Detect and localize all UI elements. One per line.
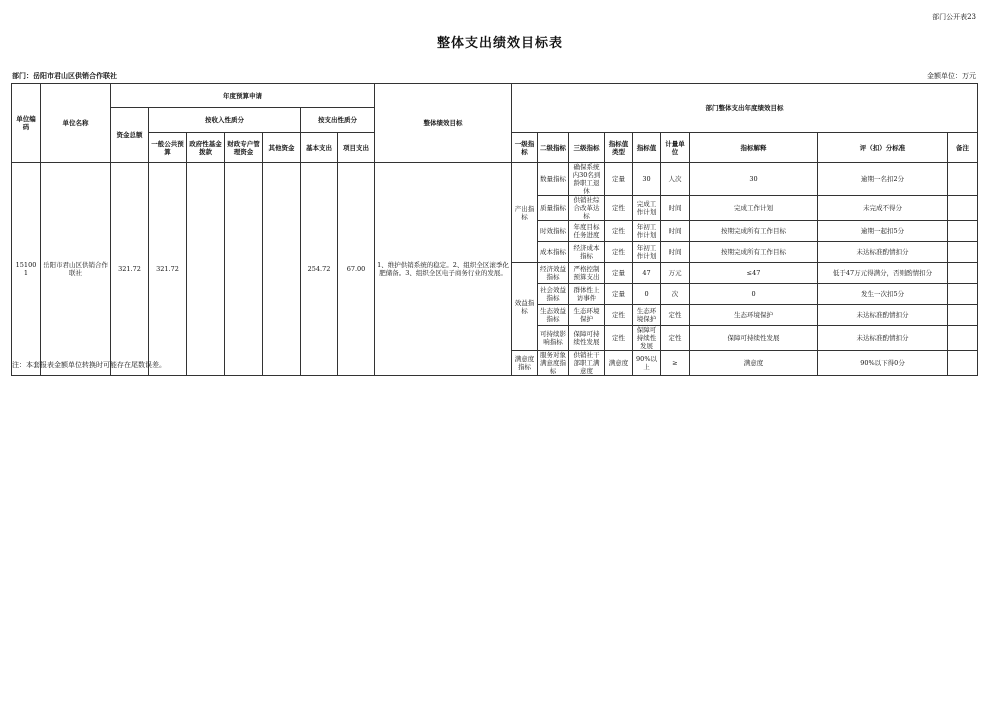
scoring-standard: 未完成不得分	[818, 196, 948, 221]
remark	[948, 326, 978, 351]
remark	[948, 305, 978, 326]
measure-unit: 定性	[661, 305, 690, 326]
level2-indicator: 可持续影响指标	[538, 326, 569, 351]
header-basic-exp: 基本支出	[301, 133, 338, 163]
remark	[948, 284, 978, 305]
indicator-value: 年初工作计划	[633, 221, 661, 242]
level3-indicator: 群体性上访事件	[569, 284, 605, 305]
measure-unit: 定性	[661, 326, 690, 351]
indicator-explanation: 满意度	[690, 351, 818, 376]
basic-exp-amount: 254.72	[301, 163, 338, 376]
header-fiscal-special: 财政专户管理资金	[225, 133, 263, 163]
fiscal-special-amount	[225, 163, 263, 376]
header-level2: 二级指标	[538, 133, 569, 163]
indicator-explanation: 按期完成所有工作目标	[690, 221, 818, 242]
header-total: 资金总额	[111, 108, 149, 163]
scoring-standard: 未达标准酌情扣分	[818, 242, 948, 263]
level3-indicator: 经济成本指标	[569, 242, 605, 263]
indicator-value: 保障可持续性发展	[633, 326, 661, 351]
header-budget-request: 年度预算申请	[111, 84, 375, 108]
remark	[948, 263, 978, 284]
level2-indicator: 时效指标	[538, 221, 569, 242]
header-standard: 评（扣）分标准	[818, 133, 948, 163]
level1-indicator: 效益指标	[512, 263, 538, 351]
indicator-explanation: 生态环境保护	[690, 305, 818, 326]
header-level1: 一级指标	[512, 133, 538, 163]
scoring-standard: 未达标准酌情扣分	[818, 305, 948, 326]
indicator-value: 0	[633, 284, 661, 305]
header-level3: 三级指标	[569, 133, 605, 163]
header-value-type: 指标值类型	[605, 133, 633, 163]
header-unit-name: 单位名称	[41, 84, 111, 163]
value-type: 满意度	[605, 351, 633, 376]
measure-unit: 万元	[661, 263, 690, 284]
measure-unit: 人次	[661, 163, 690, 196]
measure-unit: 时间	[661, 242, 690, 263]
unit-name: 岳阳市君山区供销合作联社	[41, 163, 111, 376]
value-type: 定量	[605, 163, 633, 196]
scoring-standard: 发生一次扣5分	[818, 284, 948, 305]
performance-goal-table	[11, 83, 978, 376]
header-gov-fund: 政府性基金拨款	[187, 133, 225, 163]
indicator-explanation: 30	[690, 163, 818, 196]
value-type: 定性	[605, 242, 633, 263]
level3-indicator: 供销社综合改革达标	[569, 196, 605, 221]
level3-indicator: 保障可持续性发展	[569, 326, 605, 351]
remark	[948, 163, 978, 196]
remark	[948, 242, 978, 263]
indicator-value: 47	[633, 263, 661, 284]
indicator-explanation: 完成工作计划	[690, 196, 818, 221]
indicator-explanation: 按期完成所有工作目标	[690, 242, 818, 263]
value-type: 定性	[605, 221, 633, 242]
level2-indicator: 经济效益指标	[538, 263, 569, 284]
level3-indicator: 年度目标任务进度	[569, 221, 605, 242]
indicator-value: 90%以上	[633, 351, 661, 376]
header-general-budget: 一般公共预算	[149, 133, 187, 163]
amount-unit-label: 金额单位：万元	[927, 72, 976, 80]
level2-indicator: 数量指标	[538, 163, 569, 196]
header-project-exp: 项目支出	[338, 133, 375, 163]
page-title: 整体支出绩效目标表	[436, 36, 563, 51]
level2-indicator: 社会效益指标	[538, 284, 569, 305]
indicator-value: 生态环境保护	[633, 305, 661, 326]
scoring-standard: 90%以下得0分	[818, 351, 948, 376]
measure-unit: 次	[661, 284, 690, 305]
form-number: 部门公开表23	[932, 13, 976, 21]
header-other-funds: 其他资金	[263, 133, 301, 163]
scoring-standard: 低于47万元得满分，否则酌情扣分	[818, 263, 948, 284]
indicator-explanation: 0	[690, 284, 818, 305]
level3-indicator: 供销社干部职工满意度	[569, 351, 605, 376]
scoring-standard: 未达标准酌情扣分	[818, 326, 948, 351]
indicator-explanation: 保障可持续性发展	[690, 326, 818, 351]
unit-code: 151001	[12, 163, 41, 376]
level2-indicator: 生态效益指标	[538, 305, 569, 326]
header-unit-code: 单位编码	[12, 84, 41, 163]
indicator-value: 年初工作计划	[633, 242, 661, 263]
header-by-expense: 按支出性质分	[301, 108, 375, 133]
value-type: 定量	[605, 284, 633, 305]
level2-indicator: 质量指标	[538, 196, 569, 221]
scoring-standard: 逾期一名扣2分	[818, 163, 948, 196]
level3-indicator: 严格控制预算支出	[569, 263, 605, 284]
level2-indicator: 服务对象满意度指标	[538, 351, 569, 376]
measure-unit: 时间	[661, 221, 690, 242]
header-measure-unit: 计量单位	[661, 133, 690, 163]
measure-unit: 时间	[661, 196, 690, 221]
total-amount: 321.72	[111, 163, 149, 376]
indicator-value: 30	[633, 163, 661, 196]
header-remarks: 备注	[948, 133, 978, 163]
header-overall-goal: 整体绩效目标	[375, 84, 512, 163]
level2-indicator: 成本指标	[538, 242, 569, 263]
measure-unit: ≥	[661, 351, 690, 376]
value-type: 定性	[605, 196, 633, 221]
remark	[948, 351, 978, 376]
level1-indicator: 满意度指标	[512, 351, 538, 376]
value-type: 定性	[605, 326, 633, 351]
gov-fund-amount	[187, 163, 225, 376]
other-funds-amount	[263, 163, 301, 376]
overall-goal-text: 1、维护供销系统的稳定。2、组织全区滚季化肥储备。3、组织全区电子商务行业的发展。	[375, 163, 512, 376]
remark	[948, 221, 978, 242]
scoring-standard: 逾期一起扣5分	[818, 221, 948, 242]
general-budget-amount: 321.72	[149, 163, 187, 376]
level1-indicator: 产出指标	[512, 163, 538, 263]
header-by-income: 按收入性质分	[149, 108, 301, 133]
project-exp-amount: 67.00	[338, 163, 375, 376]
footnote: 注：本套报表金额单位转换时可能存在尾数误差。	[12, 361, 166, 369]
value-type: 定量	[605, 263, 633, 284]
level3-indicator: 确保系统内30名到龄职工退休	[569, 163, 605, 196]
department-label: 部门：岳阳市君山区供销合作联社	[12, 71, 117, 80]
level3-indicator: 生态环境保护	[569, 305, 605, 326]
value-type: 定性	[605, 305, 633, 326]
remark	[948, 196, 978, 221]
header-annual-goal: 部门整体支出年度绩效目标	[512, 84, 978, 133]
header-explanation: 指标解释	[690, 133, 818, 163]
indicator-explanation: ≤47	[690, 263, 818, 284]
table-row	[12, 163, 978, 196]
indicator-value: 完成工作计划	[633, 196, 661, 221]
header-value: 指标值	[633, 133, 661, 163]
